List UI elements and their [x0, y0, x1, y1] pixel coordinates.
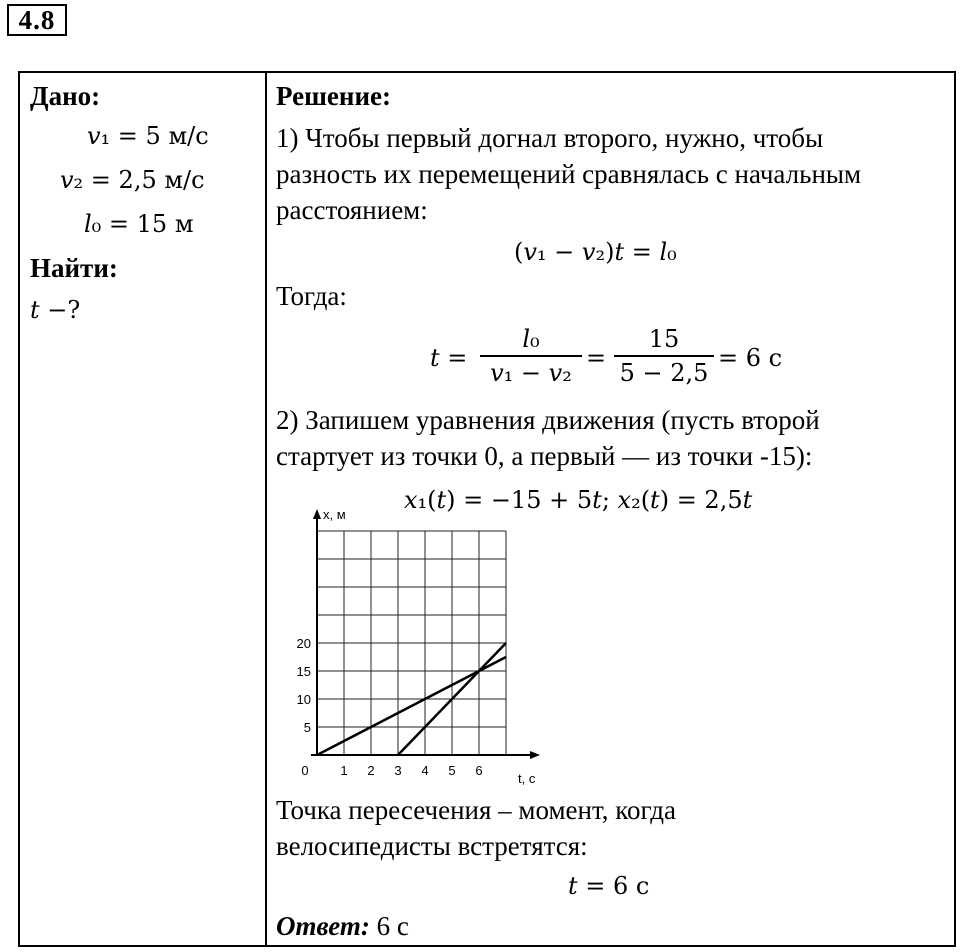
given-l0: 𝑙₀ = 15 м: [84, 210, 194, 238]
solution-table: [18, 71, 956, 947]
solution-header: Решение:: [276, 81, 391, 111]
x-tick-label: 0: [301, 763, 309, 778]
y-axis-arrow: [313, 509, 321, 519]
x-axis-arrow: [530, 751, 540, 759]
given-header: Дано:: [30, 81, 101, 111]
y-tick-label: 15: [296, 664, 311, 679]
x-tick-label: 6: [475, 763, 483, 778]
equation-3: 𝑥₁(𝑡) = −15 + 5𝑡; 𝑥₂(𝑡) = 2,5𝑡: [404, 486, 753, 514]
y-tick-label: 5: [303, 720, 311, 735]
solution-p1-line2: разность их перемещений сравнялась с начальным: [276, 159, 862, 189]
eq2-lhs: 𝑡 =: [430, 344, 468, 372]
x-tick-label: 3: [394, 763, 402, 778]
answer-value: 6 с: [376, 911, 409, 941]
y-tick-label: 10: [296, 692, 311, 707]
given-v1: 𝑣₁ = 5 м/с: [87, 122, 209, 150]
x-tick-label: 1: [340, 763, 348, 778]
answer-label: Ответ:: [276, 911, 370, 941]
problem-number: 4.8: [7, 4, 67, 36]
motion-graph: [272, 507, 536, 786]
eq2-num2: 15: [648, 325, 680, 353]
solution-p3-line2: велосипедисты встретятся:: [276, 831, 588, 861]
eq2-den1: 𝑣₁ − 𝑣₂: [490, 359, 572, 387]
y-axis-label: x, м: [323, 507, 346, 522]
eq2-den2: 5 − 2,5: [619, 359, 709, 387]
column-divider: [265, 73, 267, 945]
x-axis-label: t, с: [518, 771, 536, 786]
solution-p3-line1: Точка пересечения – момент, когда: [276, 795, 676, 825]
eq2-equals: =: [586, 344, 607, 372]
given-v2: 𝑣₂ = 2,5 м/с: [60, 166, 205, 194]
y-tick-label: 20: [296, 636, 311, 651]
eq2-num1: 𝑙₀: [522, 325, 540, 353]
find-value: 𝑡 −?: [30, 296, 81, 324]
equation-4: 𝑡 = 6 с: [568, 872, 650, 900]
x-tick-label: 4: [421, 763, 429, 778]
eq2-rhs: = 6 с: [718, 344, 783, 372]
eq2-fraction-2: [614, 325, 714, 387]
solution-p1-line1: 1) Чтобы первый догнал второго, нужно, чтобы: [276, 123, 824, 153]
fraction-bar: [480, 355, 582, 357]
equation-1: (𝑣₁ − 𝑣₂)𝑡 = 𝑙₀: [514, 238, 677, 266]
then-label: Тогда:: [276, 281, 347, 311]
answer-line: [276, 911, 409, 941]
eq2-fraction-1: [480, 325, 582, 387]
x-tick-label: 5: [448, 763, 456, 778]
fraction-bar: [614, 355, 714, 357]
x-tick-label: 2: [367, 763, 375, 778]
find-header: Найти:: [30, 253, 118, 283]
solution-p2-line2: стартует из точки 0, а первый — из точки -15):: [276, 441, 813, 471]
solution-p1-line3: расстоянием:: [276, 195, 428, 225]
solution-p2-line1: 2) Запишем уравнения движения (пусть второй: [276, 405, 820, 435]
